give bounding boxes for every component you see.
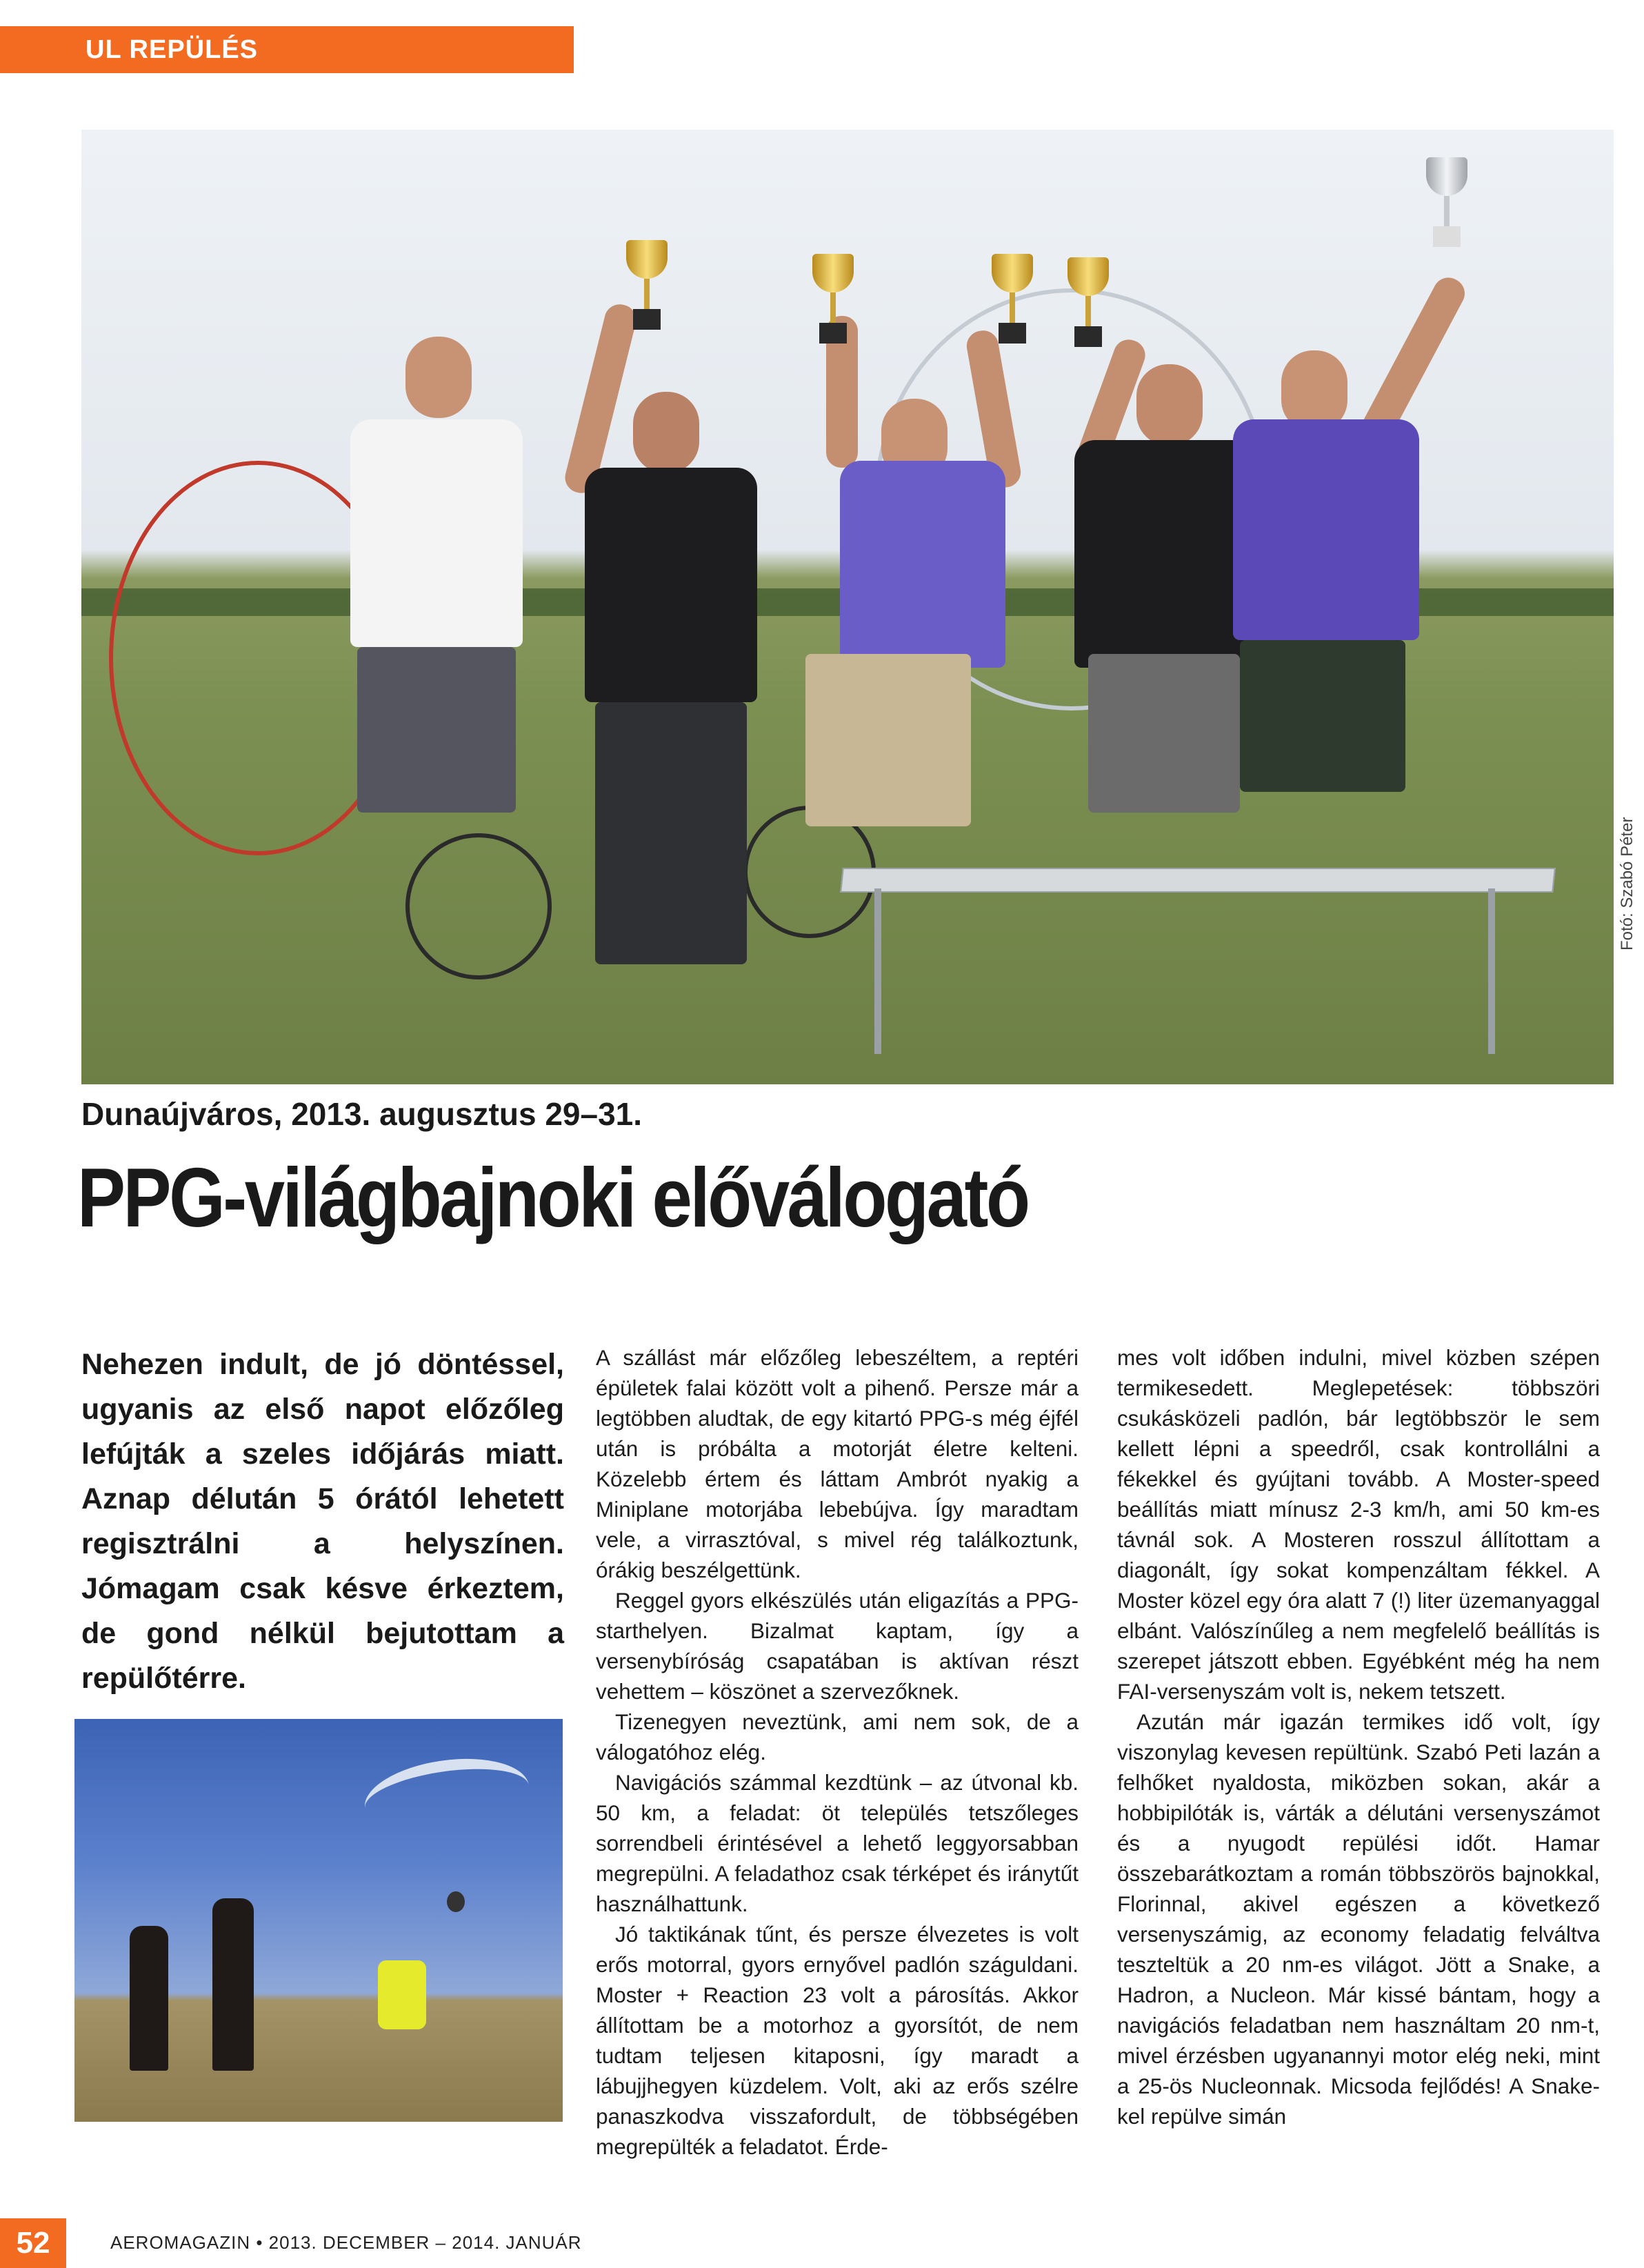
section-label: UL REPÜLÉS — [0, 26, 574, 73]
wheel-left — [405, 833, 552, 979]
paragraph: Azután már igazán termikes idő volt, így viszonylag kevesen repültünk. Szabó Peti lazán a felhőket nyaldosta, miközben sokan, akár a hobbipilóták is, várták a délutáni versenyszámot és a nyugodt repülési időt. Hamar összebarátkoztam a román többszörös bajnokkal, Florinnal, akivel egészen a következő versenyszámig, az economy feladatig felváltva teszteltük a 20 nm-es világot. Jött a Snake, a Hadron, a Nucleon. Már kissé bántam, hogy a navigációs feladatban nem használtam 20 nm-t, mivel érzésben ugyanannyi motor elég neki, mint a 25-ös Nucleonnak. Micsoda fejlődés! A Snake-kel repülve simán — [1117, 1709, 1600, 2129]
article-column-1 — [596, 1342, 1079, 2162]
trophy-1 — [1426, 157, 1467, 247]
paragraph: Jó taktikának tűnt, és persze élvezetes is volt erős motorral, gyors ernyővel padlón száguldani. Moster + Reaction 23 volt a párosítás. Akkor állítottam be a motorhoz a gyorsítót, de nem tudtam teljesen kitaposni, így maradt a lábujjhegyen küzdelem. Volt, aki az erős szélre panaszkodva visszafordult, de többségében megrepülték a feladatot. Érde- — [596, 1922, 1079, 2159]
trophy-3b — [992, 254, 1033, 344]
table-leg — [1488, 888, 1495, 1054]
paragraph: Navigációs számmal kezdtünk – az útvonal kb. 50 km, a feladat: öt település tetszőleges sorrendbeli érintésével a lehető leggyorsabban megrepülni. A feladathoz csak térképet és iránytűt használhattunk. — [596, 1770, 1079, 1916]
trophy-2 — [626, 240, 668, 330]
spectator-figure — [212, 1898, 254, 2071]
paramotor-launch-photo — [74, 1719, 563, 2122]
publication-footer: AEROMAGAZIN • 2013. DECEMBER – 2014. JANUÁR — [110, 2232, 582, 2253]
photo-credit: Fotó: Szabó Péter — [1618, 817, 1636, 951]
folding-table — [840, 868, 1556, 893]
paragraph: Tizenegyen neveztünk, ami nem sok, de a válogatóhoz elég. — [596, 1709, 1079, 1764]
article-column-2 — [1117, 1342, 1600, 2131]
spectator-figure — [130, 1926, 168, 2071]
flying-pilot — [447, 1891, 465, 1912]
award-ceremony-photo — [81, 130, 1614, 1084]
page-number: 52 — [0, 2218, 66, 2268]
paragraph: Reggel gyors elkészülés után eligazítás a PPG-starthelyen. Bizalmat kaptam, így a versenybíróság csapatában is aktívan részt vehettem – köszönet a szervezőknek. — [596, 1588, 1079, 1704]
lead-paragraph: Nehezen indult, de jó döntéssel, ugyanis az első napot előzőleg lefújták a szeles időjárás miatt. Aznap délután 5 órától lehetett regisztrálni a helyszínen. Jómagam csak késve érkeztem, de gond nélkül bejutottam a repülőtérre. — [81, 1348, 564, 1695]
paraglider-wing — [360, 1749, 534, 1844]
dateline: Dunaújváros, 2013. augusztus 29–31. — [81, 1096, 643, 1132]
table-leg — [874, 888, 881, 1054]
trophy-3 — [812, 254, 854, 344]
trophy-4 — [1067, 257, 1109, 347]
paragraph: mes volt időben indulni, mivel közben szépen termikesedett. Meglepetések: többszöri csukásközeli padlón, bár legtöbbször le sem kellett lépni a speedről, csak kontrollálni a fékekkel és gyújtani tovább. A Moster-speed beállítás miatt mínusz 2-3 km/h, ami 50 km-es távnál sok. A Mosteren rosszul állítottam a diagonált, így sokat kompenzáltam fékkel. A Moster közel egy óra alatt 7 (!) liter üzemanyaggal elbánt. Valószínűleg a nem megfelelő beállítás is szerepet játszott ebben. Egyébként még ha nem FAI-versenyszám volt is, nekem tetszett. — [1117, 1345, 1600, 1704]
article-title: PPG-világbajnoki előválogató — [77, 1151, 1028, 1244]
seated-spectator — [378, 1960, 426, 2029]
paragraph: A szállást már előzőleg lebeszéltem, a reptéri épületek falai között volt a pihenő. Persze már a legtöbben aludtak, de egy kitartó PPG-s még éjfél után is próbálta a motorját életre kelteni. Közelebb értem és láttam Ambrót nyakig a Miniplane motorjába lebebújva. Így maradtam vele, a virrasztóval, s mivel rég találkoztunk, órákig beszélgettünk. — [596, 1345, 1079, 1582]
